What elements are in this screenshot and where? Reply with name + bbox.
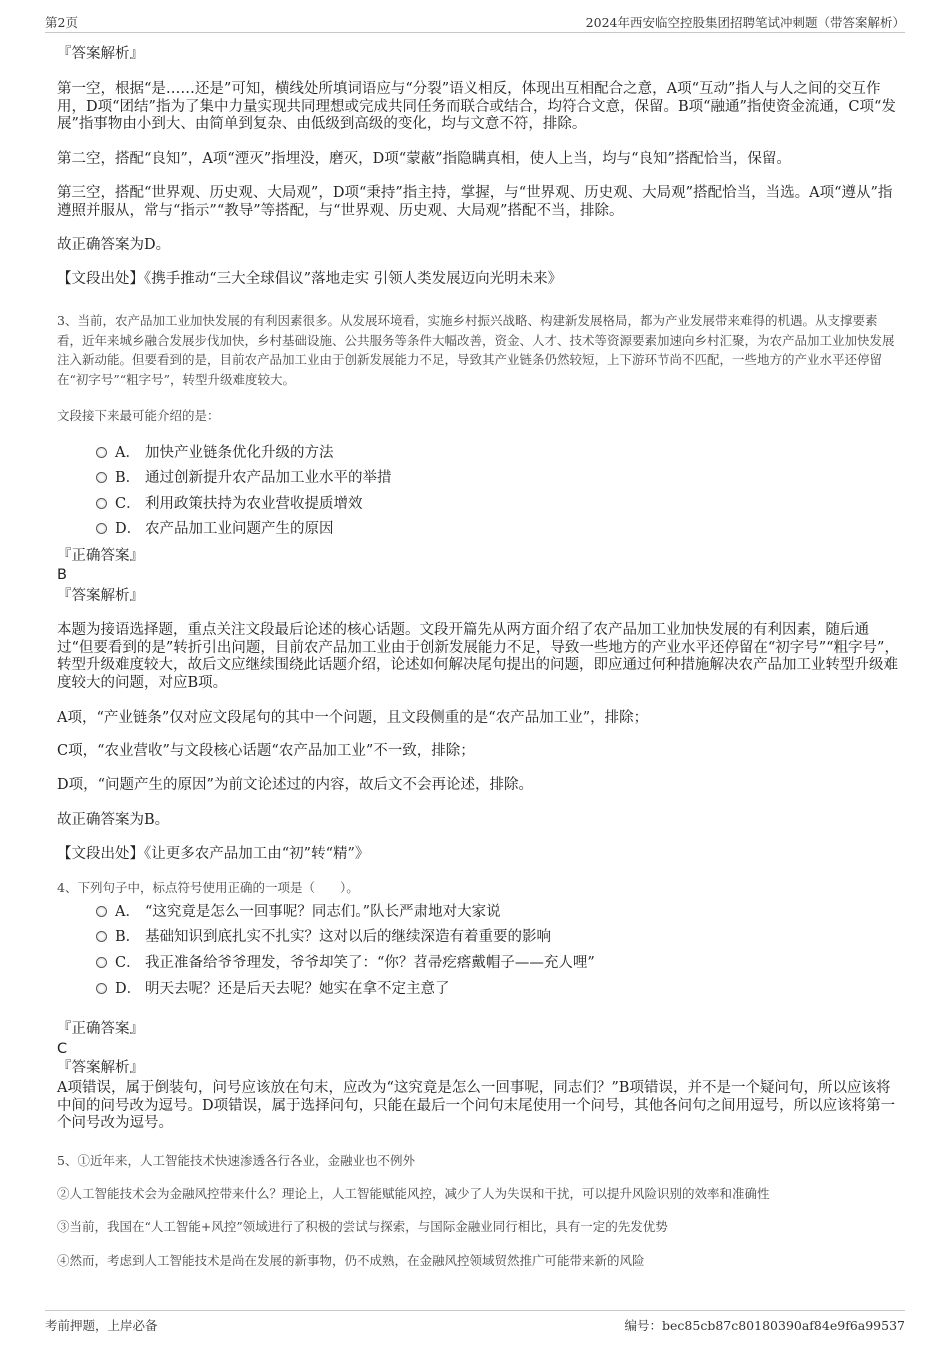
q3-analysis-c: C项，“农业营收”与文段核心话题“农产品加工业”不一致，排除； <box>57 743 475 759</box>
q2-analysis-label: 『答案解析』 <box>57 46 144 62</box>
radio-icon[interactable] <box>96 447 107 458</box>
option-text: 通过创新提升农产品加工业水平的举措 <box>145 470 392 486</box>
q3-option-d[interactable] <box>96 520 334 538</box>
q2-analysis-label-block <box>57 46 900 64</box>
q4-analysis-block <box>57 1080 900 1133</box>
option-text: 加快产业链条优化升级的方法 <box>145 445 334 461</box>
q3-stem-block <box>57 311 900 389</box>
radio-icon[interactable] <box>96 906 107 917</box>
q4-stem-block <box>57 878 900 898</box>
q3-prompt: 文段接下来最可能介绍的是： <box>57 408 220 423</box>
q3-analysis-a-block <box>57 710 900 728</box>
q3-prompt-block <box>57 406 900 426</box>
radio-icon[interactable] <box>96 498 107 509</box>
q3-analysis-d: D项，“问题产生的原因”为前文论述过的内容，故后文不会再论述，排除。 <box>57 777 533 793</box>
q3-conclusion: 故正确答案为B。 <box>57 812 170 828</box>
q3-option-b[interactable] <box>96 469 392 487</box>
q3-correct-label: 『正确答案』 <box>57 548 144 564</box>
q2-conclusion-block <box>57 237 900 255</box>
document-title: 2024年西安临空控股集团招聘笔试冲刺题（带答案解析） <box>585 15 905 30</box>
q2-analysis-para1: 第一空，根据“是……还是”可知，横线处所填词语应与“分裂”语义相反，体现出互相配合之意，A项“互动”指人与人之间的交互作用，D项“团结”指为了集中力量实现共同理想或完成共同任务而联合或结合，均符合文意，保留。B项“融通”指使资金流通，C项“发展”指事物由小到大、由简单到复杂、由低级到高级的变化，均与文意不符，排除。 <box>57 81 896 132</box>
q5-s4-block <box>57 1251 900 1271</box>
q4-option-b[interactable] <box>96 928 551 946</box>
q3-source-block <box>57 846 900 864</box>
option-text: 基础知识到底扎实不扎实？这对以后的继续深造有着重要的影响 <box>145 929 551 945</box>
q3-option-c[interactable] <box>96 495 363 513</box>
footer-slogan: 考前押题，上岸必备 <box>45 1318 158 1333</box>
q4-option-a[interactable] <box>96 903 501 921</box>
q2-analysis-para2-block <box>57 151 900 169</box>
q5-sentence-2: ②人工智能技术会为金融风控带来什么？理论上，人工智能赋能风控，减少了人为失误和干扰，可以提升风险识别的效率和准确性 <box>57 1186 770 1201</box>
option-letter: B． <box>115 470 141 486</box>
q3-stem: 3、当前，农产品加工业加快发展的有利因素很多。从发展环境看，实施乡村振兴战略、构建新发展格局，都为产业发展带来难得的机遇。从支撑要素看，近年来城乡融合发展步伐加快，乡村基础设施、公共服务等条件大幅改善，资金、人才、技术等资源要素加速向乡村汇聚，为农产品加工业加快发展注入新动能。但要看到的是，目前农产品加工业由于创新发展能力不足，导致其产业链条仍然较短，上下游环节尚不匹配，一些地方的产业水平还停留在“初字号”“粗字号”，转型升级难度较大。 <box>57 313 895 387</box>
q2-analysis-para2: 第二空，搭配“良知”，A项“湮灭”指埋没，磨灭，D项“蒙蔽”指隐瞒真相，使人上当，均与“良知”搭配恰当，保留。 <box>57 151 791 167</box>
q4-correct-answer-block <box>57 1041 900 1059</box>
page-footer <box>45 1310 905 1337</box>
q4-analysis: A项错误，属于倒装句，问号应该放在句末，应改为“这究竟是怎么一回事呢，同志们？”B项错误，并不是一个疑问句，所以应该将中间的问号改为逗号。D项错误，属于选择问句，只能在最后一个问句末尾使用一个问号，其他各问句之间用逗号，所以应该将第一个问号改为逗号。 <box>57 1080 896 1131</box>
q4-option-c[interactable] <box>96 954 595 972</box>
q3-correct-label-block <box>57 548 900 566</box>
option-text: 明天去呢？还是后天去呢？她实在拿不定主意了 <box>145 981 450 997</box>
q5-s2-block <box>57 1184 900 1204</box>
q4-correct-label-block <box>57 1021 900 1039</box>
q2-analysis-para3-block <box>57 185 900 220</box>
option-text: 农产品加工业问题产生的原因 <box>145 521 334 537</box>
q3-conclusion-block <box>57 812 900 830</box>
q2-analysis-para1-block <box>57 81 900 134</box>
q3-analysis-c-block <box>57 743 900 761</box>
page-header <box>45 10 905 33</box>
radio-icon[interactable] <box>96 472 107 483</box>
q2-source-block <box>57 271 900 289</box>
q4-correct-label: 『正确答案』 <box>57 1021 144 1037</box>
radio-icon[interactable] <box>96 957 107 968</box>
q4-option-d[interactable] <box>96 980 450 998</box>
q3-analysis-main: 本题为接语选择题，重点关注文段最后论述的核心话题。文段开篇先从两方面介绍了农产品加工业加快发展的有利因素，随后通过“但要看到的是”转折引出问题，目前农产品加工业由于创新发展能力不足，导致一些地方的产业水平还停留在“初字号”“粗字号”，转型升级难度较大，故后文应继续围绕此话题介绍，论述如何解决尾句提出的问题，即应通过何种措施解决农产品加工业转型升级难度较大的问题，对应B项。 <box>57 622 899 691</box>
radio-icon[interactable] <box>96 983 107 994</box>
option-text: “这究竟是怎么一回事呢？同志们。”队长严肃地对大家说 <box>145 904 501 920</box>
option-letter: D． <box>115 981 142 997</box>
q4-analysis-label: 『答案解析』 <box>57 1060 144 1076</box>
q5-s1-block <box>57 1151 900 1171</box>
q3-analysis-label-block <box>57 588 900 606</box>
q3-analysis-a: A项，“产业链条”仅对应文段尾句的其中一个问题，且文段侧重的是“农产品加工业”，排除； <box>57 710 649 726</box>
option-letter: C． <box>115 496 141 512</box>
q2-source: 【文段出处】《携手推动“三大全球倡议”落地走实 引领人类发展迈向光明未来》 <box>57 271 563 287</box>
q2-conclusion: 故正确答案为D。 <box>57 237 171 253</box>
q4-stem: 4、下列句子中，标点符号使用正确的一项是（ ）。 <box>57 880 359 895</box>
option-letter: B． <box>115 929 141 945</box>
radio-icon[interactable] <box>96 523 107 534</box>
q3-analysis-d-block <box>57 777 900 795</box>
q3-source: 【文段出处】《让更多农产品加工由“初”转“精”》 <box>57 846 370 862</box>
q4-analysis-label-block <box>57 1060 900 1078</box>
option-letter: C． <box>115 955 141 971</box>
q5-s3-block <box>57 1217 900 1237</box>
option-letter: D． <box>115 521 142 537</box>
q3-analysis-main-block <box>57 622 900 692</box>
q3-correct-answer-block <box>57 567 900 585</box>
option-text: 我正准备给爷爷理发，爷爷却笑了：“你？苕帚疙瘩戴帽子——充人哩” <box>145 955 595 971</box>
footer-serial: 编号：bec85cb87c80180390af84e9f6a99537 <box>624 1318 905 1333</box>
option-letter: A． <box>115 445 140 461</box>
radio-icon[interactable] <box>96 931 107 942</box>
page-number: 第2页 <box>45 15 78 30</box>
q5-sentence-4: ④然而，考虑到人工智能技术是尚在发展的新事物，仍不成熟，在金融风控领域贸然推广可能带来新的风险 <box>57 1253 645 1268</box>
option-text: 利用政策扶持为农业营收提质增效 <box>145 496 363 512</box>
q5-sentence-3: ③当前，我国在“人工智能+风控”领域进行了积极的尝试与探索，与国际金融业同行相比，具有一定的先发优势 <box>57 1219 668 1234</box>
q4-correct-answer: C <box>57 1041 68 1057</box>
option-letter: A． <box>115 904 140 920</box>
q2-analysis-para3: 第三空，搭配“世界观、历史观、大局观”，D项“秉持”指主持，掌握，与“世界观、历史观、大局观”搭配恰当，当选。A项“遵从”指遵照并服从，常与“指示”“教导”等搭配，与“世界观、历史观、大局观”搭配不当，排除。 <box>57 185 893 219</box>
q3-analysis-label: 『答案解析』 <box>57 588 144 604</box>
q3-option-a[interactable] <box>96 444 334 462</box>
q5-sentence-1: 5、①近年来，人工智能技术快速渗透各行各业，金融业也不例外 <box>57 1153 415 1168</box>
q3-correct-answer: B <box>57 567 67 583</box>
